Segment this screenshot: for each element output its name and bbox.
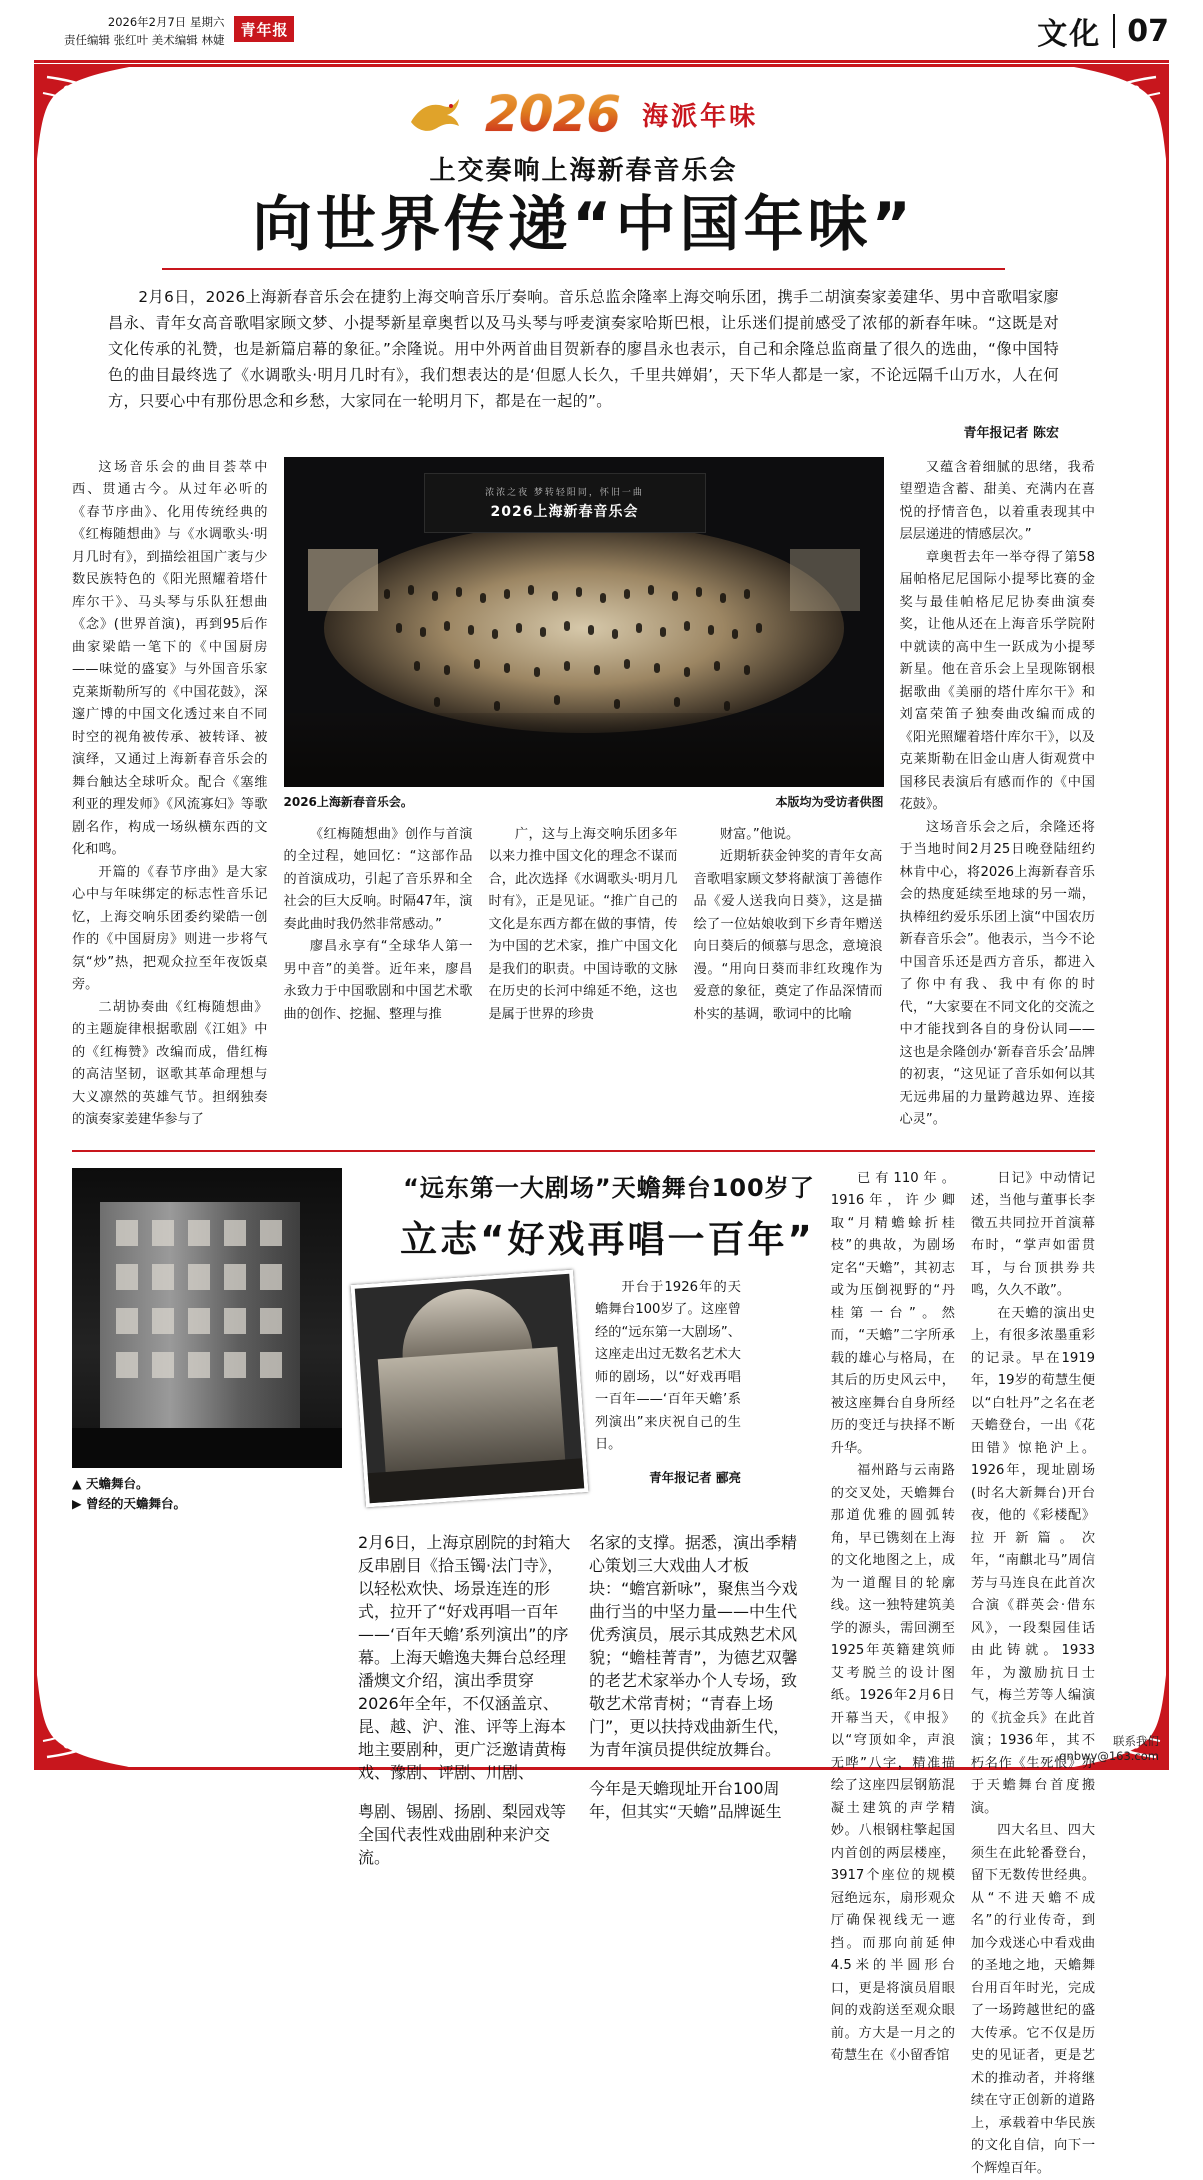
year-banner (72, 84, 1095, 144)
article2-byline: 青年报记者 郦亮 (649, 1469, 741, 1485)
article1-col-c2 (489, 824, 678, 1027)
paragraph: 开台于1926年的天蟾舞台100岁了。这座曾经的“远东第一大剧场”、这座走出过无数名艺术大师的剧场，以“好戏再唱一百年——‘百年天蟾’系列演出”来庆祝自己的生日。 (595, 1279, 741, 1453)
paragraph: 广，这与上海交响乐团多年以来力推中国文化的理念不谋而合，此次选择《水调歌头·明月几时有》，正是见证。“推广自己的文化是东西方都在做的事情，传为中国的艺术家，推广中国文化是我们的职责。中国诗歌的文脉在历史的长河中绵延不绝，这也是属于世界的珍贵 (488, 826, 678, 1022)
paragraph: 日记》中动情记述，当他与董事长李徵五共同拉开首演幕布时，“掌声如雷贯耳，与台顶拱券共鸣，久久不敢”。 (970, 1170, 1096, 1299)
article2-col-d (971, 1168, 1095, 2180)
contact-email[interactable]: qnbwy@163.com (1059, 1749, 1159, 1763)
article2-col-b2 (589, 1514, 804, 1884)
paragraph: 粤剧、锡剧、扬剧、梨园戏等全国代表性戏曲剧种来沪交流。 (358, 1801, 567, 1867)
article2-left (72, 1168, 342, 2180)
building-facade (100, 1202, 300, 1430)
photo-credit: 本版均为受访者供图 (775, 794, 884, 809)
article1-col-right (900, 457, 1096, 1132)
article1-col-c1 (284, 824, 473, 1027)
caption-line-1: ▲ 天蟾舞台。 (72, 1475, 149, 1491)
masthead-divider (1113, 14, 1115, 48)
concert-photo (284, 457, 884, 787)
banner-tagline: 海派年味 (642, 101, 759, 132)
photo-captions (72, 1474, 342, 1514)
paragraph: 福州路与云南路的交叉处，天蟾舞台那道优雅的圆弧转角，早已镌刻在上海的文化地图之上，成为一道醒目的轮廓线。这一独特建筑美学的源头，需回溯至1925年英籍建筑师艾考脱兰的设计图纸。1926年2月6日开幕当天，《申报》以“穹顶如伞，声浪无哗”八字，精准描绘了这座四层钢筋混凝土建筑的声学精妙。八根钢柱擎起国内首创的两层楼座，3917个座位的规模冠绝远东，扇形观众厅确保视线无一遮挡。而那向前延伸4.5米的半圆形台口，更是将演员眉眼间的戏韵送至观众眼前。方大是一月之的荀慧生在《小留香馆 (830, 1463, 955, 2064)
paragraph: 这场音乐会的曲目荟萃中西、贯通古今。从过年必听的《春节序曲》、化用传统经典的《红梅随想曲》与《水调歌头·明月几时有》，到描绘祖国广袤与少数民族特色的《阳光照耀着塔什库尔干》、马头琴与乐队狂想曲《念》(世界首演)，再到95后作曲家梁皓一笔下的《中国厨房——味觉的盛宴》与外国音乐家克莱斯勒所写的《中国花鼓》，深邃广博的中国文化透过来自不同时空的视角被传承、被转译、被演绎，又通过上海新春音乐会的舞台触达全球听众。配合《塞维利亚的理发师》《风流寡妇》等歌剧名作，构成一场纵横东西的文化和鸣。 (72, 459, 268, 858)
photo-caption-row (284, 793, 884, 810)
article1-lead (108, 284, 1059, 414)
footer-contact (1059, 1734, 1159, 1764)
contact-label: 联系我们 (1113, 1734, 1159, 1748)
paragraph: 又蕴含着细腻的思绪，我希望塑造含蓄、甜美、充满内在喜悦的抒情音色，以着重表现其中层层递进的情感层次。” (899, 459, 1095, 543)
page-number: 07 (1127, 13, 1169, 49)
paragraph: 二胡协奏曲《红梅随想曲》的主题旋律根据歌剧《江姐》中的《红梅赞》改编而成，借红梅的高洁坚韧，讴歌其革命理想与大义凛然的英雄气节。担纲独奏的演奏家姜建华参与了 (72, 999, 268, 1128)
hall-wall-left (308, 549, 378, 611)
article1-body (72, 457, 1095, 1132)
theatre-body (378, 1347, 566, 1479)
paragraph: 2月6日，上海京剧院的封箱大反串剧目《拾玉镯·法门寺》，以轻松欢快、场景连连的形式，拉开了“好戏再唱一百年——‘百年天蟾’系列演出”的序幕。上海天蟾逸夫舞台总经理潘燠文介绍，演出季贯穿2026年全年，不仅涵盖京、昆、越、沪、淮、评等上海本地主要剧种，更广泛邀请黄梅戏、豫剧、评剧、川剧、 (358, 1532, 571, 1782)
photo-caption: 2026上海新春音乐会。 (283, 794, 413, 809)
article1-col-left (72, 457, 268, 1132)
headline-rule (162, 268, 1005, 270)
paragraph: 在天蟾的演出史上，有很多浓墨重彩的记录。早在1919年，19岁的荀慧生便以“白牡丹”之名在老天蟾登台，一出《花田错》惊艳沪上。1926年，现址剧场(时名大新舞台)开台夜，他的《彩楼配》拉开新篇。次年，“南麒北马”周信芳与马连良在此首次合演《群英会·借东风》，一段梨园佳话由此铸就。1933年，为激励抗日士气，梅兰芳等人编演的《抗金兵》在此首演；1936年，其不朽名作《生死恨》亦于天蟾舞台首度搬演。 (970, 1305, 1096, 1816)
article2-col-c (831, 1168, 955, 2180)
banner-year: 2026 (484, 85, 621, 143)
masthead-dates (64, 14, 224, 48)
paragraph: 财富。”他说。 (719, 826, 800, 842)
tianchan-building-photo (72, 1168, 342, 1468)
paragraph: 廖昌永享有“全球华人第一男中音”的美誉。近年来，廖昌永致力于中国歌剧和中国艺术歌曲的创作、挖掘、整理与推 (283, 939, 473, 1022)
masthead (0, 0, 1203, 62)
hall-wall-right (790, 549, 860, 611)
caption-line-2: ▶ 曾经的天蟾舞台。 (72, 1495, 186, 1511)
screen-line-2: 2026上海新春音乐会 (490, 503, 639, 520)
paragraph: 开篇的《春节序曲》是大家心中与年味绑定的标志性音乐记忆，上海交响乐团委约梁皓一创作的《中国厨房》则进一步将气氛“炒”热，把观众拉至年夜饭桌旁。 (72, 864, 268, 993)
article1-kicker: 上交奏响上海新春音乐会 (429, 156, 738, 186)
screen-line-1: 浓浓之夜 梦转轻阳同，怀旧一曲 (485, 487, 644, 498)
article1-center (284, 457, 884, 1132)
article2-col-a (595, 1277, 741, 1500)
article1-byline: 青年报记者 陈宏 (963, 425, 1059, 441)
orchestra-players (374, 577, 794, 727)
paragraph: 章奥哲去年一举夺得了第58届帕格尼尼国际小提琴比赛的金奖与最佳帕格尼尼协奏曲演奏奖，让他从还在上海音乐学院附中就读的高中生一跃成为小提琴新星。他在音乐会上呈现陈钢根据歌曲《美丽的塔什库尔干》和刘富荣笛子独奏曲改编而成的《阳光照耀着塔什库尔干》，以及克莱斯勒在旧金山唐人街观赏中国移民表演后有感而作的《中国花鼓》。 (899, 549, 1095, 813)
section-divider (72, 1150, 1095, 1152)
paragraph: 名家的支撑。据悉，演出季精心策划三大戏曲人才板块：“蟾宫新咏”，聚焦当今戏曲行当的中坚力量——中生代优秀演员，展示其成熟艺术风貌；“蟾桂菁青”，为德艺双馨的老艺术家举办个人专场，致敬艺术常青树；“青春上场门”，更以扶持戏曲新生代，为青年演员提供绽放舞台。 (589, 1532, 798, 1759)
lead-paragraph: 2月6日，2026上海新春音乐会在捷豹上海交响音乐厅奏响。音乐总监余隆率上海交响乐团，携手二胡演奏家姜建华、男中音歌唱家廖昌永、青年女高音歌唱家顾文梦、小提琴新星章奥哲以及马头琴与呼麦演奏家哈斯巴根，让乐迷们提前感受了浓郁的新春年味。“这既是对文化传承的礼赞，也是新篇启幕的象征。”余隆说。用中外两首曲目贺新春的廖昌永也表示，自己和余隆总监商量了很久的选曲，“像中国特色的曲目最终选了《水调歌头·明月几时有》，我们想表达的是‘但愿人长久，千里共婵娟’，天下华人都是一家，不论远隔千山万水，人在何方，只要心中有那份思念和乡愁，大家同在一轮明月下，都是在一起的”。 (108, 287, 1059, 410)
article2-col-b (358, 1514, 573, 1884)
article1-col-c3 (694, 824, 883, 1027)
dragon-icon (409, 94, 463, 134)
article1-center-columns (284, 824, 884, 1027)
article2-mid (358, 1168, 815, 2180)
masthead-left (64, 14, 294, 48)
paragraph: 四大名旦、四大须生在此轮番登台，留下无数传世经典。从“不进天蟾不成名”的行业传奇，到加今戏迷心中看戏曲的圣地之地，天蟾舞台用百年时光，完成了一场跨越世纪的盛大传承。它不仅是历史的见证者，更是艺术的推动者，并将继续在守正创新的道路上，承载着中华民族的文化自信，向下一个辉煌百年。 (970, 1823, 1096, 2176)
paragraph: 已有110年。1916年，许少卿取“月精蟾蜍折桂枝”的典故，为剧场定名“天蟾”，其初志或为压倒视野的“丹桂第一台”。然而，“天蟾”二字所承载的雄心与格局，在其后的历史风云中，被这座舞台自身所经历的变迁与抉择不断升华。 (830, 1170, 955, 1456)
article2-headline: 立志“好戏再唱一百年” (400, 1217, 815, 1261)
publication-date: 2026年2月7日 星期六 (107, 15, 225, 29)
section-title: 文化 (1037, 17, 1102, 52)
audience-seating (284, 713, 884, 787)
masthead-rule (34, 60, 1169, 63)
paper-logo: 青年报 (234, 16, 294, 42)
stage-screen (424, 473, 706, 533)
old-theatre-photo (350, 1269, 588, 1507)
paragraph: 《红梅随想曲》创作与首演的全过程，她回忆：“这部作品的首演成功，引起了音乐界和全社会的巨大反响。时隔47年，演奏此曲时我仍然非常感动。” (283, 826, 473, 932)
paragraph: 今年是天蟾现址开台100周年，但其实“天蟾”品牌诞生 (589, 1778, 782, 1821)
masthead-right (1037, 9, 1169, 53)
editors-line: 责任编辑 张红叶 美术编辑 林婕 (64, 33, 225, 47)
article1-headline: 向世界传递“中国年味” (252, 190, 915, 260)
article2-kicker: “远东第一大剧场”天蟾舞台100岁了 (403, 1173, 815, 1202)
street-level (72, 1428, 342, 1468)
page-content (72, 84, 1095, 2180)
article2 (72, 1168, 1095, 2180)
paragraph: 这场音乐会之后，余隆还将于当地时间2月25日晚登陆纽约林肯中心，将2026上海新春音乐会的热度延续至地球的另一端，执棒纽约爱乐乐团上演“中国农历新春音乐会”。他表示，当今不论中国音乐还是西方音乐，都进入了你中有我、我中有你的时代，“大家要在不同文化的交流之中才能找到各自的身份认同——这也是余隆创办‘新春音乐会’品牌的初衷，“这见证了音乐如何以其无远弗届的力量跨越边界、连接心灵”。 (899, 819, 1095, 1128)
paragraph: 近期斩获金钟奖的青年女高音歌唱家顾文梦将献演丁善德作品《爱人送我向日葵》，这是描绘了一位姑娘收到下乡青年赠送向日葵后的倾慕与思念，意境浪漫。“用向日葵而非红玫瑰作为爱意的象征，奠定了作品深情而朴实的基调，歌词中的比喻 (693, 849, 883, 1022)
